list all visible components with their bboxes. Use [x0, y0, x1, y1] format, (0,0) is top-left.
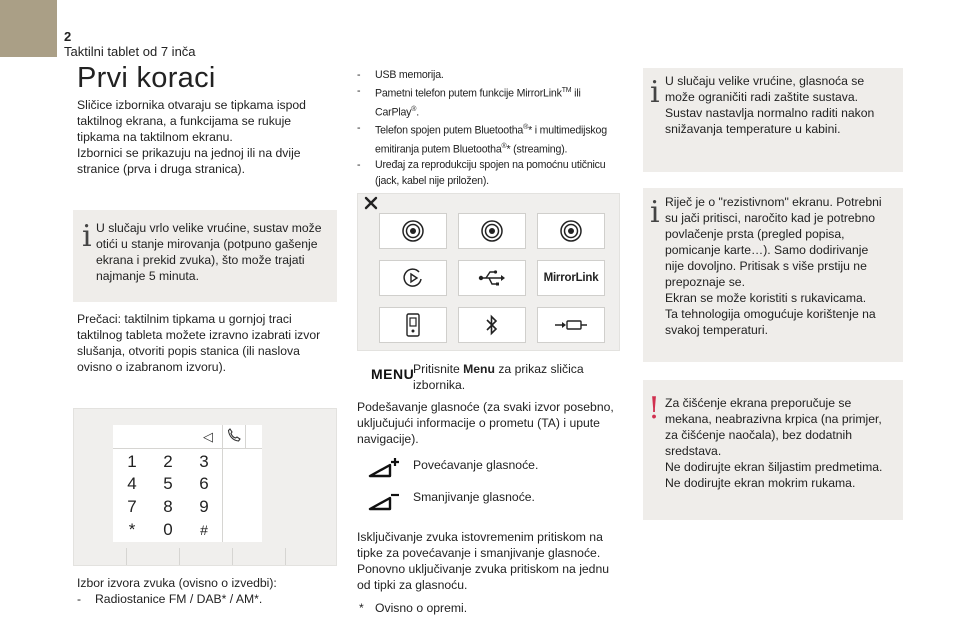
- list-item-text: * (streaming).: [506, 143, 568, 156]
- list-item-text: USB memorija.: [375, 69, 444, 81]
- shortcuts-paragraph: [77, 311, 337, 375]
- warning-line: mekana, neabrazivna krpica (na primjer,: [665, 412, 882, 426]
- info-line: svakoj temperaturi.: [665, 323, 768, 337]
- dab-tile: [458, 213, 526, 249]
- info-icon: i: [650, 75, 660, 110]
- volume-up-text: Povećavanje glasnoće.: [413, 458, 539, 472]
- info-line: nije dovoljno. Pritisak s više prstiju ne: [665, 259, 867, 273]
- info-box-text: [665, 73, 901, 137]
- volume-intro-line: navigacije).: [357, 432, 419, 446]
- smartphone-icon: [405, 313, 421, 337]
- keypad-key: 3: [199, 452, 209, 471]
- backspace-icon: ◁: [203, 429, 213, 444]
- phone-icon: [226, 427, 242, 446]
- footnote: Ovisno o opremi.: [375, 601, 468, 615]
- keypad-key: 8: [163, 497, 173, 516]
- menu-text: za prikaz sličica: [494, 362, 584, 376]
- keypad-key: *: [128, 520, 136, 539]
- volume-intro: [357, 399, 632, 447]
- mirrorlink-logo: MirrorLink: [543, 272, 599, 284]
- source-label: Izbor izvora zvuka (ovisno o izvedbi):: [77, 576, 277, 590]
- section-title: Taktilni tablet od 7 inča: [64, 44, 196, 59]
- intro-line: Sličice izbornika otvaraju se tipkama ispod: [77, 98, 306, 112]
- superscript: TM: [561, 87, 572, 94]
- list-item: - Pametni telefon putem funkcije MirrorLink™ ili CarPlay®.: [357, 85, 581, 119]
- info-line: Riječ je o "rezistivnom" ekranu. Potrebni: [665, 195, 882, 209]
- info-box-text: [96, 220, 334, 284]
- footnote-mark: *: [359, 601, 364, 615]
- info-box-heat: [73, 210, 337, 302]
- list-item-text: CarPlay: [375, 106, 412, 119]
- keypad-divider: [245, 425, 246, 448]
- intro-line: tipkama na taktilnom ekranu.: [77, 130, 233, 144]
- info-line: su jači pritisci, naročito kad je potrebno: [665, 211, 876, 225]
- list-item: - Telefon spojen putem Bluetootha®* i multimedijskog emitiranja putem Bluetootha®* (streaming).: [357, 122, 607, 156]
- volume-intro-line: Podešavanje glasnoće (za svaki izvor posebno,: [357, 400, 614, 414]
- keypad-key: 2: [163, 452, 173, 471]
- keypad-bottom-bar: [74, 548, 336, 565]
- warning-line: za čišćenje naočala), bez dodatnih: [665, 428, 852, 442]
- source-selection: [77, 575, 337, 607]
- info-line: Ta tehnologija omogućuje korištenje na: [665, 307, 876, 321]
- keypad-key: 5: [163, 474, 173, 493]
- volume-intro-line: uključujući informacije o prometu (TA) i upute: [357, 416, 600, 430]
- info-icon: i: [650, 195, 660, 230]
- menu-text: Pritisnite: [413, 362, 464, 376]
- warning-icon: !: [648, 391, 661, 426]
- keypad-key: 9: [199, 497, 209, 516]
- media-tile: [379, 260, 447, 296]
- warning-box-cleaning: [643, 380, 903, 520]
- list-item-text: .: [416, 106, 419, 119]
- superscript: ®: [523, 124, 529, 132]
- shortcuts-line: slušanja, otvoriti popis stanica (ili naslova: [77, 344, 300, 358]
- bluetooth-icon: [485, 313, 499, 337]
- volume-down-text: Smanjivanje glasnoće.: [413, 490, 535, 504]
- bar-divider: [179, 548, 180, 565]
- info-box-text: [665, 194, 901, 338]
- menu-text: izbornika.: [413, 378, 466, 392]
- keypad-key: 4: [127, 474, 137, 493]
- list-item-text: (jack, kabel nije priložen).: [375, 175, 489, 188]
- shortcuts-line: Prečaci: taktilnim tipkama u gornjoj traci: [77, 312, 292, 326]
- mirrorlink-tile: [537, 260, 605, 296]
- radio-icon: [401, 219, 425, 243]
- bar-divider: [126, 548, 127, 565]
- info-line: pomicanje karte…). Samo dodirivanje: [665, 243, 869, 257]
- list-item-text: * i multimedijskog: [528, 124, 607, 137]
- info-box-resistive: [643, 188, 903, 362]
- list-item: - USB memorija.: [357, 69, 444, 81]
- tools-icon: [364, 196, 378, 215]
- info-icon: i: [82, 219, 92, 254]
- warning-line: Ne dodirujte ekran šiljastim predmetima.: [665, 460, 883, 474]
- mute-line: od tipki za glasnoću.: [357, 578, 468, 592]
- warning-line: sredstava.: [665, 444, 722, 458]
- phone-device-tile: [379, 307, 447, 343]
- keypad-key: 0: [163, 520, 173, 539]
- shortcuts-line: taktilnog tableta možete izravno izabrati izvor: [77, 328, 321, 342]
- source-list: [357, 67, 627, 189]
- info-line: Ekran se može koristiti s rukavicama.: [665, 291, 867, 305]
- volume-down-icon: [368, 489, 400, 511]
- superscript: ®: [411, 105, 417, 113]
- info-line: može ograničiti radi zaštite sustava.: [665, 90, 859, 104]
- shortcuts-line: ovisno o izabranom izvoru).: [77, 360, 227, 374]
- am-icon: [559, 219, 583, 243]
- info-line: otići u stanje mirovanja (potpuno gašenje: [96, 237, 318, 251]
- intro-line: Izbornici se prikazuju na jednoj ili na dvije: [77, 146, 301, 160]
- intro-paragraph: [77, 97, 337, 177]
- intro-line: taktilnog ekrana, a funkcijama se rukuje: [77, 114, 292, 128]
- jack-icon: [553, 318, 589, 332]
- source-item-text: Radiostanice FM / DAB* / AM*.: [95, 592, 263, 606]
- warning-box-text: [665, 395, 901, 491]
- mute-line: tipke za povećavanje i smanjivanje glasnoće.: [357, 546, 601, 560]
- info-box-volume-heat: [643, 68, 903, 172]
- list-item-text: Pametni telefon putem funkcije MirrorLink: [375, 87, 562, 100]
- corner-tab: [0, 0, 57, 57]
- info-line: ekrana i prekid zvuka), što može trajati: [96, 253, 305, 267]
- info-line: povlačenje prsta (pregled popisa,: [665, 227, 845, 241]
- mute-paragraph: [357, 529, 632, 593]
- list-item-text: ili: [574, 87, 581, 100]
- list-item-text: Uređaj za reprodukciju spojen na pomoćnu utičnicu: [375, 159, 606, 172]
- am-tile: [537, 213, 605, 249]
- usb-tile: [458, 260, 526, 296]
- radio-tile: [379, 213, 447, 249]
- list-item: - Uređaj za reprodukciju spojen na pomoćnu utičnicu (jack, kabel nije priložen).: [357, 159, 606, 188]
- keypad-key: 1: [127, 452, 137, 471]
- mute-line: Isključivanje zvuka istovremenim pritiskom na: [357, 530, 603, 544]
- bar-divider: [232, 548, 233, 565]
- volume-up-icon: [368, 456, 400, 478]
- superscript: ®: [501, 142, 507, 150]
- menu-instruction: [413, 361, 628, 393]
- info-line: U slučaju vrlo velike vrućine, sustav može: [96, 221, 322, 235]
- keypad-key: 7: [127, 497, 137, 516]
- intro-line: stranice (prva i druga stranica).: [77, 162, 245, 176]
- info-line: najmanje 5 minuta.: [96, 269, 199, 283]
- page-title: Prvi koraci: [77, 62, 216, 94]
- source-item: - Radiostanice FM / DAB* / AM*.: [77, 592, 263, 606]
- mute-line: Ponovno uključivanje zvuka pritiskom na jednu: [357, 562, 610, 576]
- keypad-key: #: [200, 522, 208, 538]
- warning-line: Za čišćenje ekrana preporučuje se: [665, 396, 852, 410]
- bar-divider: [285, 548, 286, 565]
- menu-key-icon: MENU: [371, 366, 415, 382]
- dab-icon: [480, 219, 504, 243]
- aux-tile: [537, 307, 605, 343]
- info-line: Sustav nastavlja normalno raditi nakon: [665, 106, 875, 120]
- usb-icon: [477, 269, 507, 287]
- list-item-text: emitiranja putem Bluetootha: [375, 143, 502, 156]
- play-icon: [401, 266, 425, 290]
- list-item-text: Telefon spojen putem Bluetootha: [375, 124, 524, 137]
- menu-text-bold: Menu: [463, 362, 495, 376]
- info-line: prepoznaje se.: [665, 275, 745, 289]
- page-number: 2: [64, 29, 72, 44]
- keypad-divider: [222, 425, 223, 542]
- keypad-key: 6: [199, 474, 209, 493]
- bluetooth-tile: [458, 307, 526, 343]
- info-line: U slučaju velike vrućine, glasnoća se: [665, 74, 865, 88]
- warning-line: Ne dodirujte ekran mokrim rukama.: [665, 476, 856, 490]
- keypad-divider: [113, 448, 262, 449]
- info-line: snižavanja temperature u kabini.: [665, 122, 841, 136]
